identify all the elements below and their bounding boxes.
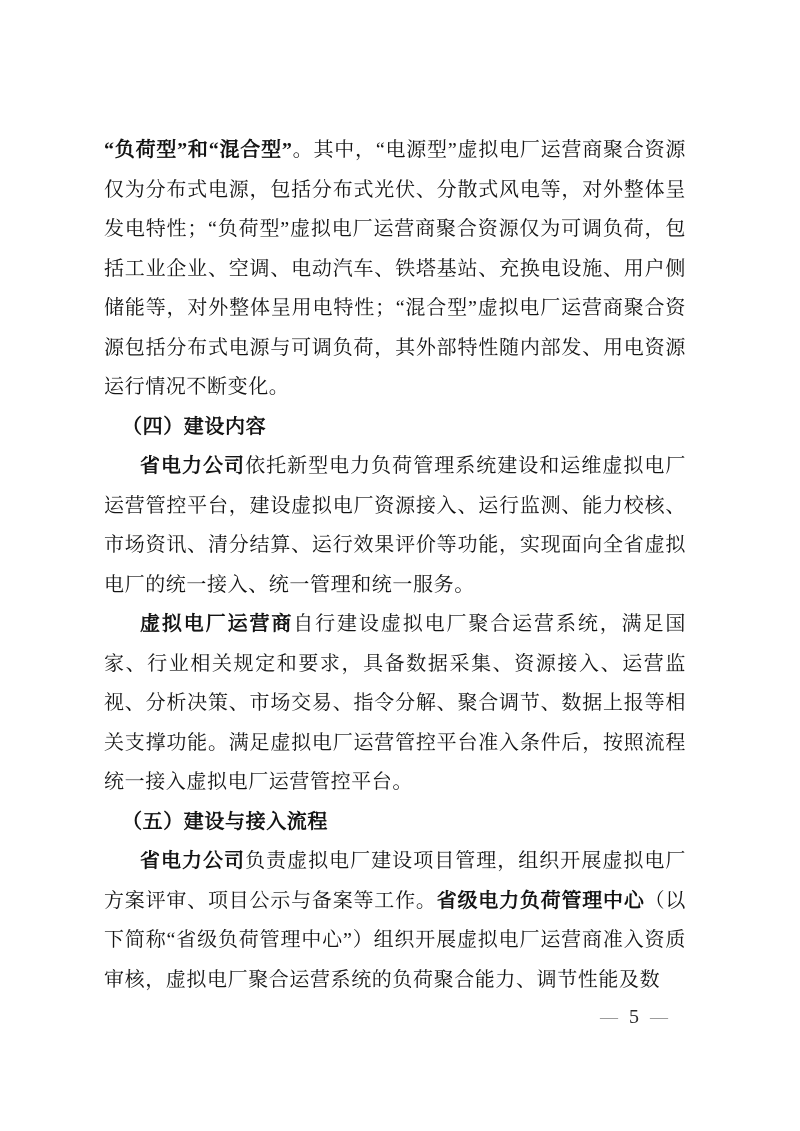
paragraph bbox=[104, 447, 686, 605]
emphasis-text: 虚拟电厂运营商 bbox=[140, 613, 294, 635]
emphasis-text: （五）建设与接入流程 bbox=[122, 810, 328, 833]
body-text: （以下简称“省级负荷管理中心”）组织开展虚拟电厂运营商准入资质审核，虚拟电厂聚合运营系统的负荷聚合能力、调节性能及数 bbox=[104, 889, 687, 991]
emphasis-text: “负荷型”和“混合型” bbox=[104, 139, 293, 161]
page-number-right-dash: — bbox=[650, 1007, 668, 1027]
paragraph bbox=[104, 842, 686, 1000]
page-footer bbox=[593, 1003, 675, 1031]
paragraph bbox=[104, 605, 686, 803]
emphasis-text: （四）建设内容 bbox=[122, 415, 267, 438]
paragraph bbox=[104, 131, 686, 408]
body-text: 自行建设虚拟电厂聚合运营系统，满足国家、行业相关规定和要求，具备数据采集、资源接入、运营监视、分析决策、市场交易、指令分解、聚合调节、数据上报等相关支撑功能。满足虚拟电厂运营管控平台准入条件后，按照流程统一接入虚拟电厂运营管控平台。 bbox=[104, 613, 686, 793]
document-content bbox=[104, 131, 686, 1000]
page-number-left-dash: — bbox=[600, 1007, 618, 1027]
emphasis-text: 省电力公司 bbox=[140, 455, 246, 477]
body-text: 。其中，“电源型”虚拟电厂运营商聚合资源仅为分布式电源，包括分布式光伏、分散式风电等，对外整体呈发电特性；“负荷型”虚拟电厂运营商聚合资源仅为可调负荷，包括工业企业、空调、电动汽车、铁塔基站、充换电设施、用户侧储能等，对外整体呈用电特性；“混合型”虚拟电厂运营商聚合资源包括分布式电源与可调负荷，其外部特性随内部发、用电资源运行情况不断变化。 bbox=[104, 139, 686, 398]
section-heading bbox=[104, 803, 686, 843]
page-number: 5 bbox=[629, 1006, 639, 1028]
body-text: 负责虚拟电厂建设项目管理，组织开展虚拟电厂方案评审、项目公示与备案等工作。 bbox=[104, 850, 686, 912]
section-heading bbox=[104, 408, 686, 448]
emphasis-text: 省电力公司 bbox=[140, 850, 246, 872]
body-text: 依托新型电力负荷管理系统建设和运维虚拟电厂运营管控平台，建设虚拟电厂资源接入、运行监测、能力校核、市场资讯、清分结算、运行效果评价等功能，实现面向全省虚拟电厂的统一接入、统一管理和统一服务。 bbox=[104, 455, 686, 596]
emphasis-text: 省级电力负荷管理中心 bbox=[436, 889, 645, 912]
